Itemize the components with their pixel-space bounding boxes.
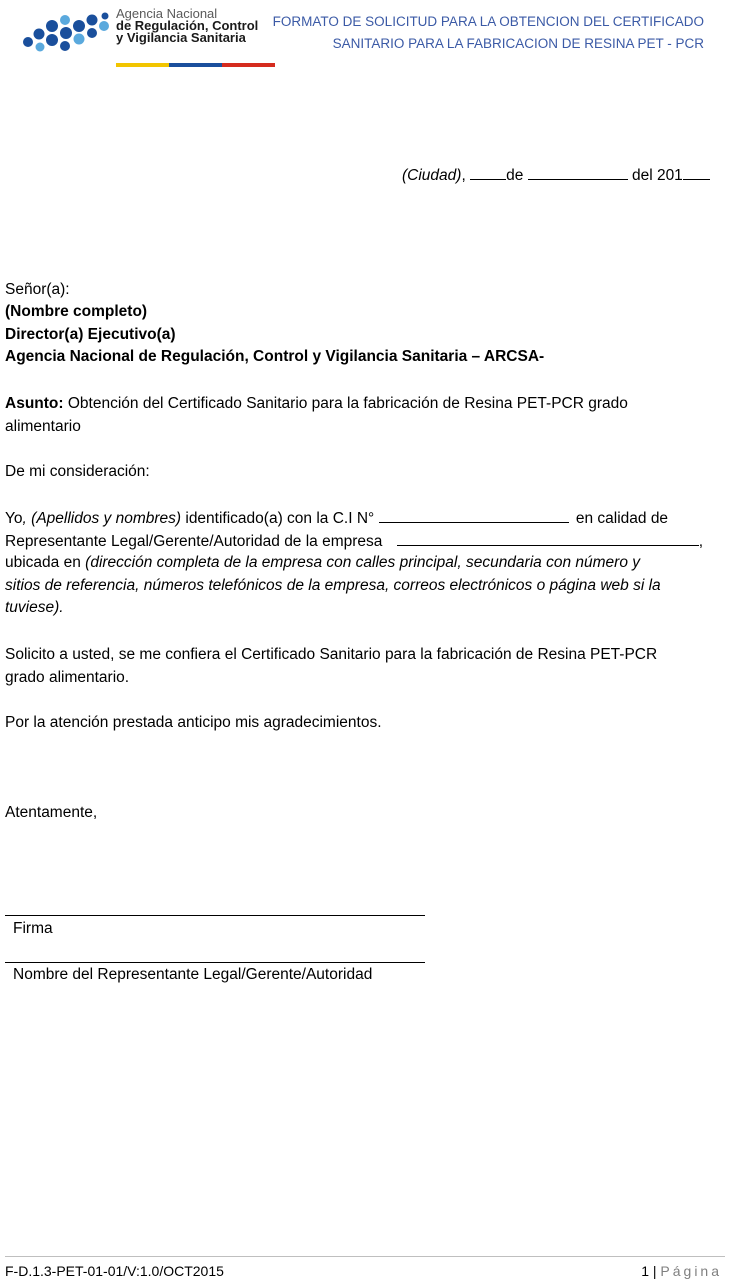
logo-flag-rule	[116, 54, 276, 58]
signature-line	[5, 915, 425, 916]
footer-page-indicator	[641, 1262, 722, 1280]
p1-comma: ,	[698, 533, 704, 550]
p1-yo: Yo	[5, 510, 23, 527]
recipient-role: Director(a) Ejecutivo(a)	[5, 326, 176, 343]
paragraph1-line-3	[5, 552, 640, 575]
date-de: de	[506, 167, 524, 184]
paragraph2-line-2: grado alimentario.	[5, 669, 130, 686]
date-del: del 201	[631, 167, 683, 184]
footer-separator: |	[652, 1263, 657, 1279]
footer-page-number: 1	[641, 1263, 649, 1279]
signature-firma-label: Firma	[13, 920, 53, 937]
footer-document-code: F-D.1.3-PET-01-01/V:1.0/OCT2015	[5, 1263, 224, 1279]
date-comma: ,	[461, 167, 466, 184]
subject-line-1	[5, 393, 628, 416]
recipient-name: (Nombre completo)	[5, 303, 148, 320]
recipient-salutation: Señor(a):	[5, 281, 70, 298]
logo-dots-icon	[22, 12, 114, 54]
date-line	[402, 164, 710, 188]
p1-address-1: (dirección completa de la empresa con calles principal, secundaria con número y	[85, 554, 640, 571]
date-city: (Ciudad)	[402, 167, 462, 184]
closing: Atentamente,	[5, 804, 98, 821]
logo-line-2: de Regulación, Control	[116, 18, 259, 33]
recipient-agency: Agencia Nacional de Regulación, Control y Vigilancia Sanitaria – ARCSA-	[5, 348, 545, 365]
signature-name-label: Nombre del Representante Legal/Gerente/Autoridad	[13, 966, 373, 983]
logo-line-3: y Vigilancia Sanitaria	[116, 30, 246, 45]
logo-text	[116, 8, 258, 44]
p1-identified: identificado(a) con la C.I N°	[181, 510, 375, 527]
p1-rep: Representante Legal/Gerente/Autoridad de la empresa	[5, 533, 383, 550]
paragraph1-line-4: sitios de referencia, números telefónicos de la empresa, correos electrónicos o página web si la	[5, 577, 661, 594]
p1-quality: en calidad de	[575, 510, 669, 527]
document-header-title	[264, 11, 704, 55]
subject-line-2: alimentario	[5, 418, 81, 435]
ci-number-blank	[379, 507, 569, 523]
subject-label: Asunto:	[5, 395, 64, 412]
paragraph1-line-1	[5, 507, 668, 531]
name-line	[5, 962, 425, 963]
p1-located: ubicada en	[5, 554, 86, 571]
paragraph1-line-2	[5, 530, 703, 554]
paragraph2-line-1: Solicito a usted, se me confiera el Certificado Sanitario para la fabricación de Resina PET-PCR	[5, 646, 658, 663]
paragraph1-line-5: tuviese).	[5, 599, 64, 616]
subject-text-1: Obtención del Certificado Sanitario para la fabricación de Resina PET-PCR grado	[63, 395, 628, 412]
footer-page-word: Página	[660, 1263, 722, 1279]
company-name-blank	[397, 530, 699, 546]
month-blank	[528, 164, 628, 180]
paragraph3: Por la atención prestada anticipo mis agradecimientos.	[5, 714, 382, 731]
footer-divider	[5, 1256, 725, 1257]
logo-line-1: Agencia Nacional	[116, 6, 218, 21]
header-title-line-2: SANITARIO PARA LA FABRICACION DE RESINA PET - PCR	[332, 36, 704, 51]
year-blank	[683, 164, 710, 180]
header-title-line-1: FORMATO DE SOLICITUD PARA LA OBTENCION DEL CERTIFICADO	[272, 14, 704, 29]
day-blank	[470, 164, 506, 180]
greeting: De mi consideración:	[5, 463, 150, 480]
p1-names: , (Apellidos y nombres)	[22, 510, 182, 527]
arcsa-logo	[22, 4, 262, 60]
